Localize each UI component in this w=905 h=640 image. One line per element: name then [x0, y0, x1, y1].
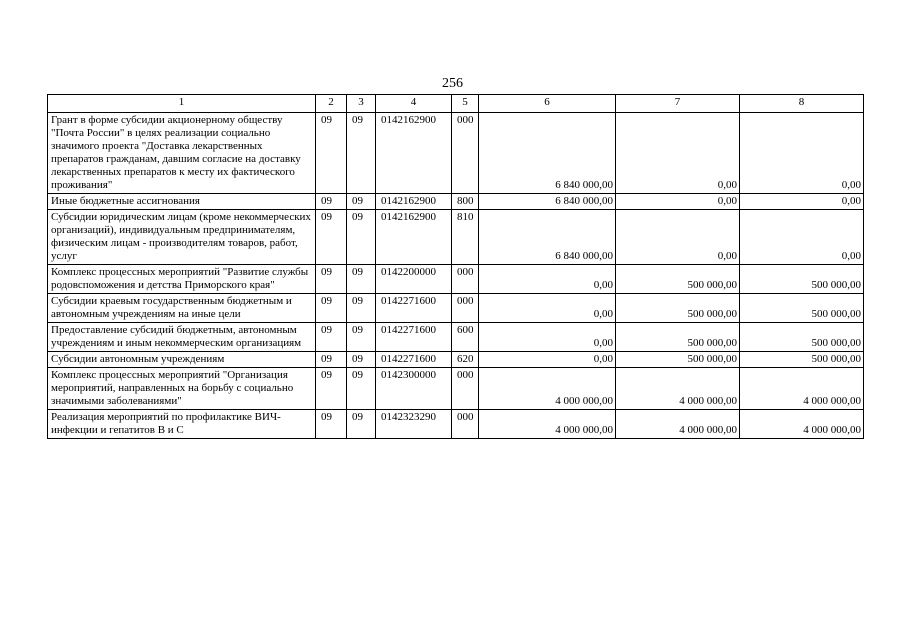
- row-name: Предоставление субсидий бюджетным, автономным учреждениям и иным некоммерческим организациям: [48, 323, 316, 352]
- target-article-code: 0142162900: [376, 210, 452, 265]
- section-code: 09: [316, 113, 347, 194]
- amount-col7: 500 000,00: [616, 352, 740, 368]
- expense-type-code: 000: [452, 410, 479, 439]
- column-header: 3: [347, 95, 376, 113]
- row-name: Субсидии автономным учреждениям: [48, 352, 316, 368]
- subsection-code: 09: [347, 194, 376, 210]
- subsection-code: 09: [347, 210, 376, 265]
- table-row: [48, 294, 864, 323]
- section-code: 09: [316, 265, 347, 294]
- target-article-code: 0142271600: [376, 323, 452, 352]
- expense-type-code: 600: [452, 323, 479, 352]
- table-row: [48, 368, 864, 410]
- amount-col7: 500 000,00: [616, 323, 740, 352]
- row-name: Субсидии краевым государственным бюджетным и автономным учреждениям на иные цели: [48, 294, 316, 323]
- row-name: Грант в форме субсидии акционерному обществу "Почта России" в целях реализации социально значимого проекта "Доставка лекарственных препаратов гражданам, давшим согласие на доставку лекарственных препаратов к месту их фактического проживания": [48, 113, 316, 194]
- amount-col8: 0,00: [740, 210, 864, 265]
- amount-col8: 500 000,00: [740, 323, 864, 352]
- table-row: [48, 352, 864, 368]
- target-article-code: 0142162900: [376, 113, 452, 194]
- amount-col6: 0,00: [479, 323, 616, 352]
- column-header: 1: [48, 95, 316, 113]
- amount-col8: 4 000 000,00: [740, 410, 864, 439]
- section-code: 09: [316, 194, 347, 210]
- column-header: 4: [376, 95, 452, 113]
- section-code: 09: [316, 323, 347, 352]
- amount-col7: 4 000 000,00: [616, 368, 740, 410]
- amount-col7: 0,00: [616, 194, 740, 210]
- table-row: [48, 113, 864, 194]
- amount-col8: 500 000,00: [740, 265, 864, 294]
- amount-col6: 0,00: [479, 294, 616, 323]
- section-code: 09: [316, 210, 347, 265]
- budget-table: [47, 94, 864, 439]
- row-name: Реализация мероприятий по профилактике ВИЧ-инфекции и гепатитов В и С: [48, 410, 316, 439]
- amount-col7: 4 000 000,00: [616, 410, 740, 439]
- subsection-code: 09: [347, 323, 376, 352]
- amount-col7: 0,00: [616, 113, 740, 194]
- table-row: [48, 194, 864, 210]
- amount-col7: 500 000,00: [616, 294, 740, 323]
- row-name: Комплекс процессных мероприятий "Развитие службы родовспоможения и детства Приморского края": [48, 265, 316, 294]
- page-number: 256: [442, 76, 463, 91]
- expense-type-code: 810: [452, 210, 479, 265]
- amount-col6: 0,00: [479, 265, 616, 294]
- target-article-code: 0142323290: [376, 410, 452, 439]
- expense-type-code: 800: [452, 194, 479, 210]
- table-row: [48, 265, 864, 294]
- section-code: 09: [316, 294, 347, 323]
- section-code: 09: [316, 410, 347, 439]
- section-code: 09: [316, 368, 347, 410]
- section-code: 09: [316, 352, 347, 368]
- subsection-code: 09: [347, 294, 376, 323]
- amount-col8: 500 000,00: [740, 294, 864, 323]
- expense-type-code: 000: [452, 294, 479, 323]
- expense-type-code: 000: [452, 113, 479, 194]
- header-row: [48, 95, 864, 113]
- expense-type-code: 000: [452, 368, 479, 410]
- amount-col8: 500 000,00: [740, 352, 864, 368]
- amount-col8: 4 000 000,00: [740, 368, 864, 410]
- expense-type-code: 620: [452, 352, 479, 368]
- table-row: [48, 410, 864, 439]
- amount-col7: 500 000,00: [616, 265, 740, 294]
- row-name: Иные бюджетные ассигнования: [48, 194, 316, 210]
- target-article-code: 0142200000: [376, 265, 452, 294]
- target-article-code: 0142300000: [376, 368, 452, 410]
- amount-col6: 6 840 000,00: [479, 210, 616, 265]
- subsection-code: 09: [347, 352, 376, 368]
- subsection-code: 09: [347, 113, 376, 194]
- column-header: 8: [740, 95, 864, 113]
- column-header: 6: [479, 95, 616, 113]
- amount-col6: 4 000 000,00: [479, 410, 616, 439]
- amount-col6: 6 840 000,00: [479, 194, 616, 210]
- amount-col8: 0,00: [740, 113, 864, 194]
- row-name: Комплекс процессных мероприятий "Организация мероприятий, направленных на борьбу с социально значимыми заболеваниями": [48, 368, 316, 410]
- amount-col6: 4 000 000,00: [479, 368, 616, 410]
- amount-col7: 0,00: [616, 210, 740, 265]
- subsection-code: 09: [347, 265, 376, 294]
- expense-type-code: 000: [452, 265, 479, 294]
- amount-col8: 0,00: [740, 194, 864, 210]
- subsection-code: 09: [347, 410, 376, 439]
- table-row: [48, 210, 864, 265]
- column-header: 5: [452, 95, 479, 113]
- column-header: 2: [316, 95, 347, 113]
- subsection-code: 09: [347, 368, 376, 410]
- amount-col6: 0,00: [479, 352, 616, 368]
- target-article-code: 0142162900: [376, 194, 452, 210]
- row-name: Субсидии юридическим лицам (кроме некоммерческих организаций), индивидуальным предпринимателям, физическим лицам - производителям товаров, работ, услуг: [48, 210, 316, 265]
- target-article-code: 0142271600: [376, 352, 452, 368]
- column-header: 7: [616, 95, 740, 113]
- table-row: [48, 323, 864, 352]
- target-article-code: 0142271600: [376, 294, 452, 323]
- amount-col6: 6 840 000,00: [479, 113, 616, 194]
